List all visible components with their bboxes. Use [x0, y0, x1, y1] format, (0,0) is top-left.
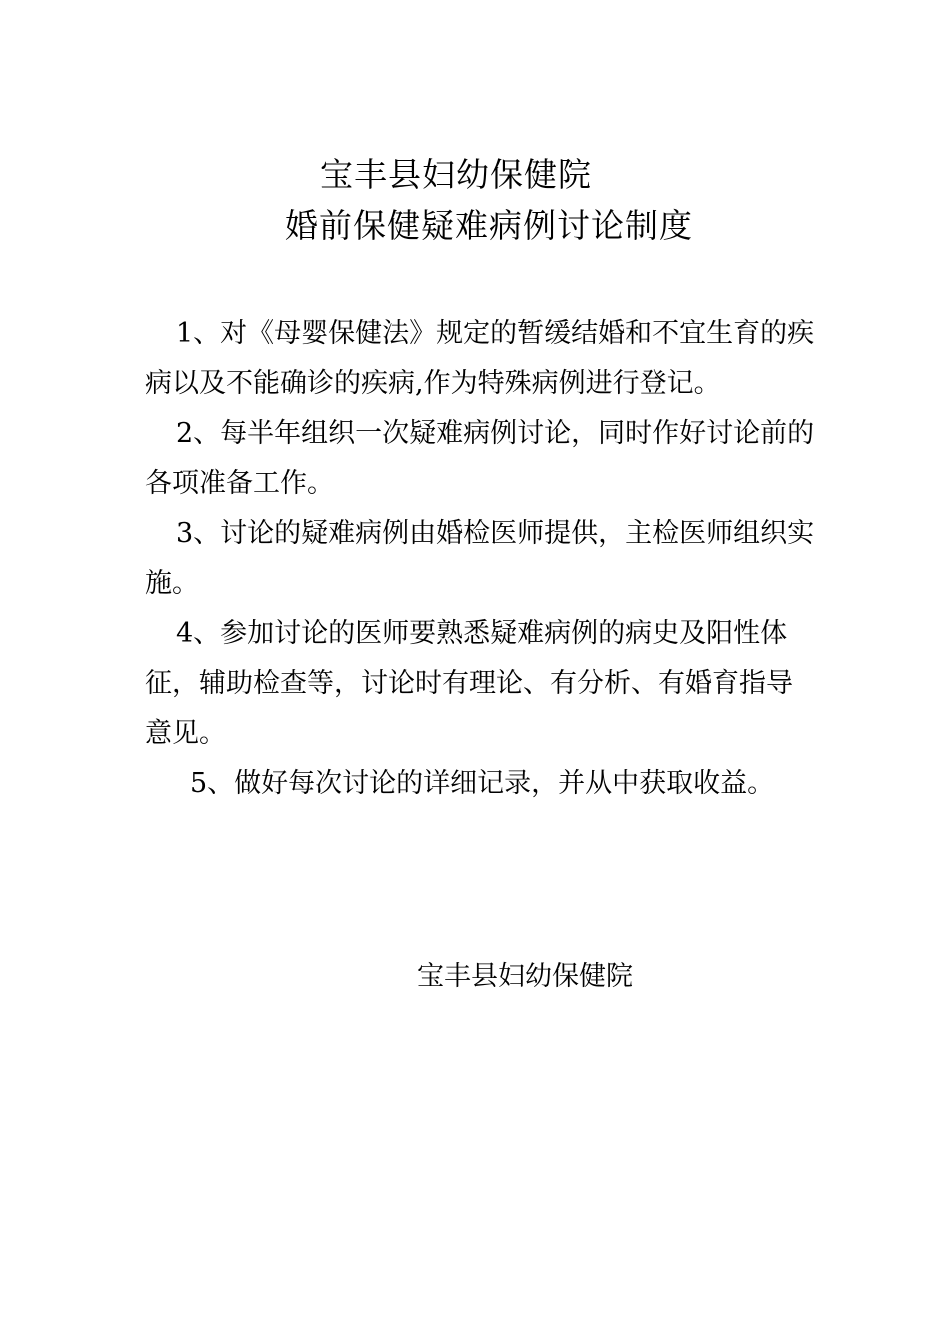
- paragraph-5: 5、做好每次讨论的详细记录，并从中获取收益。: [190, 768, 775, 799]
- paragraph-2: 2、每半年组织一次疑难病例讨论，同时作好讨论前的各项准备工作。: [145, 418, 815, 499]
- paragraph-1: 1、对《母婴保健法》规定的暂缓结婚和不宜生育的疾病以及不能确诊的疾病,作为特殊病例进行登记。: [145, 318, 815, 399]
- document-title-institution: 宝丰县妇幼保健院: [320, 155, 592, 194]
- paragraph-4: 4、参加讨论的医师要熟悉疑难病例的病史及阳性体征，辅助检查等，讨论时有理论、有分析、有婚育指导意见。: [145, 618, 793, 749]
- document-title-regulation: 婚前保健疑难病例讨论制度: [285, 206, 693, 245]
- signature-institution: 宝丰县妇幼保健院: [417, 961, 633, 992]
- paragraph-3: 3、讨论的疑难病例由婚检医师提供，主检医师组织实施。: [145, 518, 815, 599]
- document-body: [145, 309, 815, 809]
